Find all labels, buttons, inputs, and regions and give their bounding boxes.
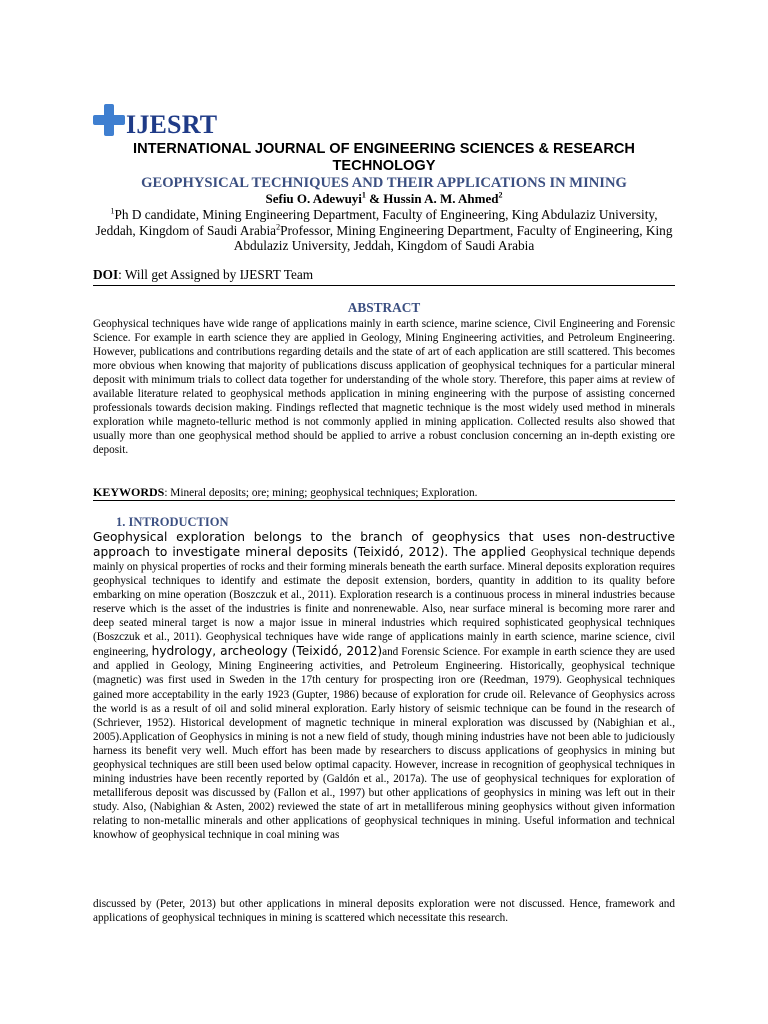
affiliation-1: Ph D candidate, Mining Engineering Department, Faculty of Engineering, King Abdulaziz University, Jeddah, Kingdom of Saudi Arabia — [95, 207, 658, 238]
doi-label: DOI — [93, 267, 119, 282]
abstract-body: Geophysical techniques have wide range of applications mainly in earth science, marine science, Civil Engineering and Forensic Science. For example in earth science they are applied in Geology, Mining Engineering activities, and Petroleum Engineering. However, publications and contributions regarding details and the state of art of each application are still scattered. This becomes more obvious when knowing that majority of publications discuss application of geophysical techniques for a particular mineral deposit with minimum trials to collect data together for understanding of the whole story. Therefore, this paper aims at review of available literature related to geophysical methods application in mining engineering with the purpose of assisting concerned professionals towards decision making. Findings reflected that magnetic technique is the most widely used method in minerals exploration while magneto-telluric method is not commonly applied in mining application. Collected results also showed that usually more than one geophysical method should be applied to arrive a robust conclusion concerning an in-depth existing ore deposit. — [93, 318, 675, 457]
author-separator: & — [365, 191, 384, 206]
author-2-mark: 2 — [498, 190, 503, 200]
intro-part-1: Geophysical exploration belongs to the branch of geophysics that uses non-destructive approach to investigate mineral deposits (Teixidó, 2012). The applied — [93, 530, 675, 560]
plus-cross-icon — [93, 104, 125, 136]
logo-text: IJESRT — [126, 110, 218, 139]
keywords-text: : Mineral deposits; ore; mining; geophysical techniques; Exploration. — [164, 487, 478, 499]
affiliation-2-mark: 2 — [276, 222, 281, 232]
author-2: Hussin A. M. Ahmed — [383, 191, 499, 206]
affiliation-1-mark: 1 — [110, 206, 115, 216]
affiliation-2: Professor, Mining Engineering Department, Faculty of Engineering, King Abdulaziz University, Jeddah, Kingdom of Saudi Arabia — [233, 222, 673, 253]
doi-line — [93, 267, 675, 283]
introduction-continuation: discussed by (Peter, 2013) but other applications in mineral deposits exploration were not discussed. Hence, framework and applications of geophysical techniques in mining is scattered which necessitate this research. — [93, 898, 675, 925]
affiliations — [93, 207, 675, 254]
doi-divider — [93, 285, 675, 286]
intro-part-4: and Forensic Science. For example in earth science they are used and applied in Geology, Mining Engineering activities, and Petroleum Engineering. Historically, geophysical technique (magnetic) was first used in Sweden in the 17th century for prospecting iron ore (Reedman, 1979). Geophysical techniques gained more acceptability in the early 1923 (Gupter, 1986) because of exploration for crude oil. Relevance of Geophysics across the world is as a result of oil and solid mineral exploration. Early history of seismic technique can be found in the research of (Schriever, 1952). Historical development of magnetic technique in mineral exploration was discussed by (Nabighian et al., 2005).Application of Geophysics in mining is not a new field of study, though mining industries have not been able to judiciously harness its benefit very well. Much effort has been made by researchers to discuss applications of geophysics in mining but geophysical techniques are still been used below optimal capacity. However, increase in recognition of geophysical techniques in mining industries have been recently reported by (Galdón et al., 2017a). The use of geophysical techniques for exploration of metalliferous deposit was discussed by (Fallon et al., 1997) but other applications of geophysics in mining was left out in their study. Also, (Nabighian & Asten, 2002) reviewed the state of art in metalliferous mining geophysics without given information relating to non-metallic minerals and other applications of geophysical techniques in mining. Useful information and technical knowhow of geophysical technique in coal mining was — [93, 646, 675, 841]
keywords-divider — [93, 500, 675, 501]
intro-part-3: hydrology, archeology (Teixidó, 2012) — [151, 644, 383, 659]
keywords-label: KEYWORDS — [93, 485, 165, 499]
author-1-mark: 1 — [361, 190, 366, 200]
keywords-line — [93, 485, 675, 500]
introduction-body — [93, 530, 675, 842]
article-title: GEOPHYSICAL TECHNIQUES AND THEIR APPLICATIONS IN MINING — [141, 175, 627, 191]
author-line — [93, 191, 675, 207]
journal-name: INTERNATIONAL JOURNAL OF ENGINEERING SCIENCES & RESEARCH TECHNOLOGY — [133, 141, 635, 174]
doi-text: : Will get Assigned by IJESRT Team — [118, 267, 314, 282]
abstract-heading: ABSTRACT — [347, 300, 421, 315]
intro-part-2: Geophysical technique depends mainly on physical properties of rocks and their forming minerals beneath the earth surface. Mineral deposits exploration requires geophysical techniques to identify and estimate the deposit extension, borders, quantity in addition to its quality before embarking on mine operation (Boszczuk et al., 2011). Exploration research is a continuous process in mineral industries because reserve which is the asset of the industries is finite and nonrenewable. Also, near surface mineral is becoming more rarer and deep seated mineral target is now a major issue in mineral industries which required sophisticated geophysical techniques (Boszczuk et al., 2011). Geophysical techniques have wide range of applications mainly in earth science, marine science, civil engineering, — [93, 547, 675, 659]
author-1: Sefiu O. Adewuyi — [265, 191, 362, 206]
introduction-heading: 1. INTRODUCTION — [116, 515, 229, 529]
